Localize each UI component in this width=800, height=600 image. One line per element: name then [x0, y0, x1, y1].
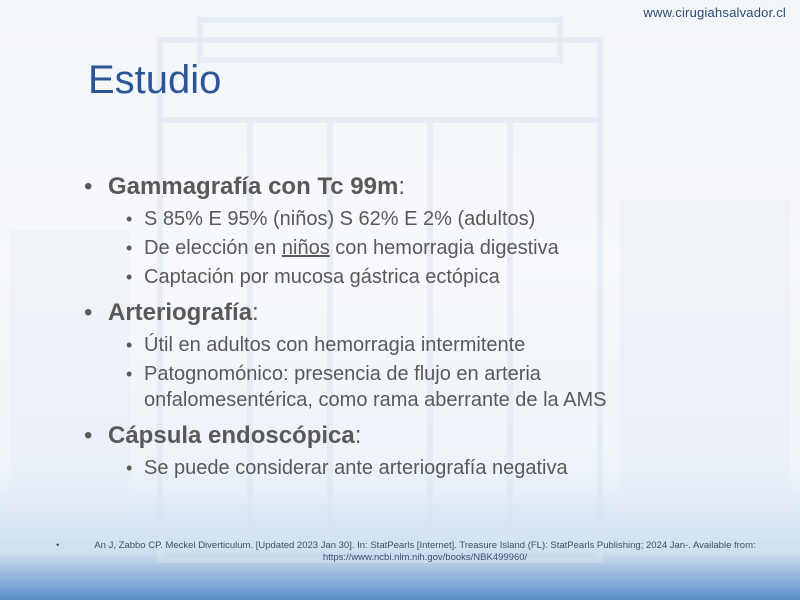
sub-bullet	[124, 361, 704, 413]
sub-bullet-dot: •	[126, 335, 133, 355]
bullet-capsula	[84, 421, 784, 451]
bullet-dot: •	[84, 173, 93, 200]
sub-bullet-dot: •	[126, 238, 133, 258]
sub-bullet-dot: •	[126, 267, 133, 287]
sub-bullet-text: Captación por mucosa gástrica ectópica	[144, 266, 500, 288]
sub-bullet-dot: •	[126, 364, 133, 384]
sub-bullet	[124, 206, 784, 232]
bullet-gammagrafia	[84, 172, 784, 202]
bullet-heading: Gammagrafía con Tc 99m	[108, 173, 399, 200]
reference-citation	[56, 540, 776, 564]
sub-bullet-dot: •	[126, 458, 133, 478]
reference-bullet-dot: •	[56, 540, 60, 551]
sub-bullet-text: Útil en adultos con hemorragia intermitente	[144, 334, 526, 356]
underlined-word: niños	[281, 237, 330, 259]
slide-title: Estudio	[88, 58, 222, 102]
sub-list-capsula	[84, 455, 784, 481]
sub-list-arteriografia	[84, 332, 784, 413]
colon: :	[354, 422, 362, 449]
bullet-dot: •	[84, 422, 93, 449]
reference-text: An J, Zabbo CP. Meckel Diverticulum. [Updated 2023 Jan 30]. In: StatPearls [Internet]. Treasure Island (FL): StatPearls Publishing; 2024 Jan-. Available from: https://www.ncbi.nlm.nih.gov/books/NBK499960/	[94, 540, 756, 563]
colon: :	[398, 173, 406, 200]
sub-bullet-text: Se puede considerar ante arteriografía negativa	[144, 457, 568, 479]
site-url: www.cirugiahsalvador.cl	[643, 5, 786, 20]
sub-bullet-text-end: con hemorragia digestiva	[329, 237, 559, 259]
sub-bullet-text: S 85% E 95% (niños) S 62% E 2% (adultos)	[144, 208, 536, 230]
sub-bullet	[124, 264, 784, 290]
bullet-arteriografia	[84, 298, 784, 328]
bullet-dot: •	[84, 299, 93, 326]
sub-bullet	[124, 455, 784, 481]
bullet-heading: Cápsula endoscópica	[108, 422, 355, 449]
sub-list-gammagrafia	[84, 206, 784, 290]
sub-bullet-text: Patognomónico: presencia de flujo en arteria onfalomesentérica, como rama aberrante de la AMS	[144, 363, 607, 411]
slide-content	[84, 172, 784, 481]
sub-bullet	[124, 332, 784, 358]
sub-bullet	[124, 235, 784, 261]
sub-bullet-dot: •	[126, 209, 133, 229]
sub-bullet-text-start: De elección en	[144, 237, 282, 259]
colon: :	[252, 299, 259, 326]
bullet-heading: Arteriografía	[108, 299, 253, 326]
